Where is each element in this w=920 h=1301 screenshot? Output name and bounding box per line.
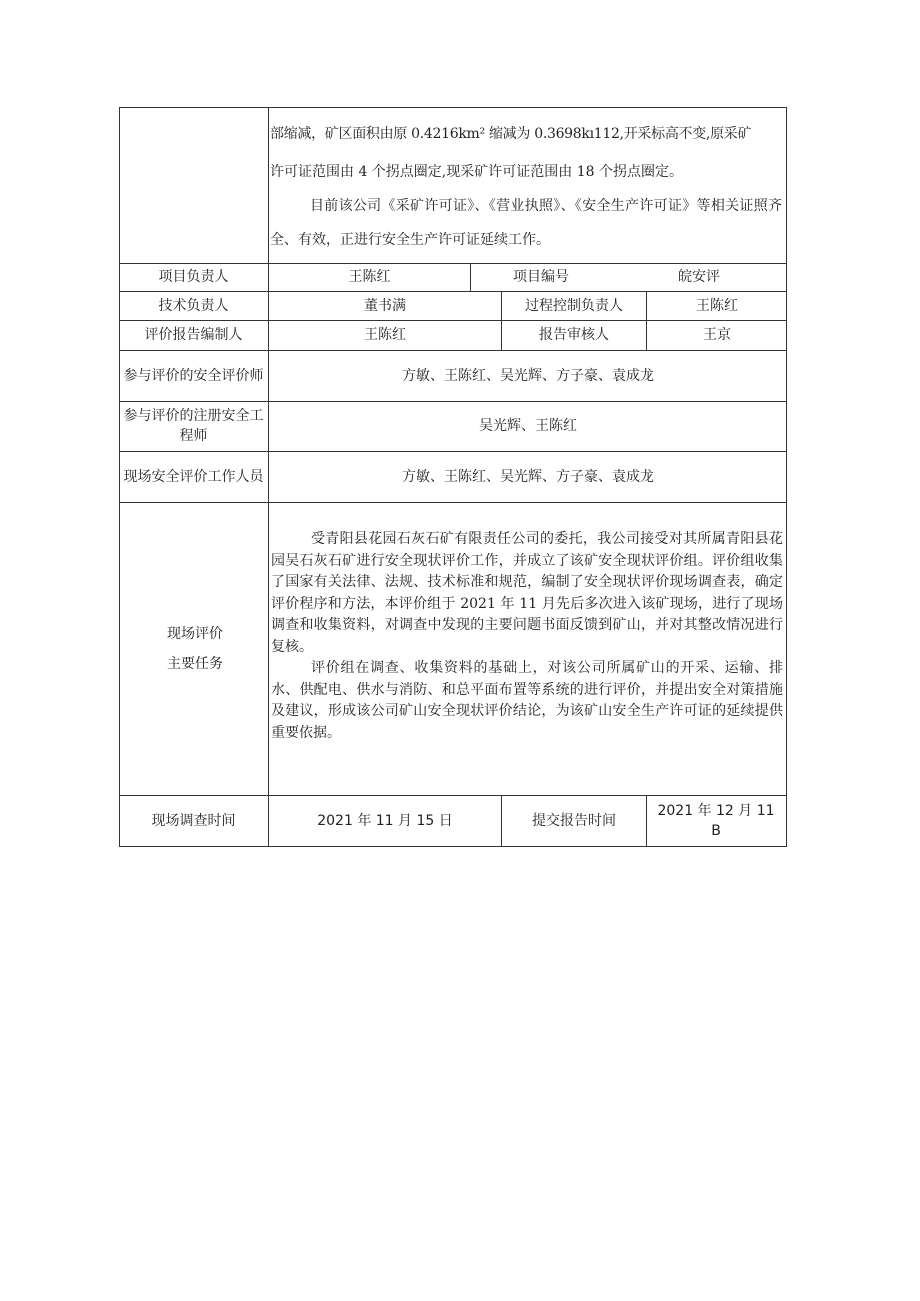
survey-time-label: 现场调查时间: [151, 813, 236, 829]
registered-engineers-value: 吴光辉、王陈红: [479, 418, 577, 434]
main-tasks-label: 现场评价主要任务: [167, 625, 223, 672]
site-staff-value: 方敏、王陈红、吴光辉、方子豪、袁成龙: [402, 468, 654, 485]
project-no-value: 皖安评: [678, 269, 720, 285]
report-author-value: 王陈红: [364, 327, 406, 343]
safety-evaluators-label: 参与评价的安全评价师: [123, 367, 264, 384]
intro-text: [270, 115, 782, 257]
safety-evaluators-value: 方敏、王陈红、吴光辉、方子豪、袁成龙: [402, 367, 654, 384]
project-leader-value: 王陈红: [348, 269, 391, 285]
survey-time-value: 2021 年 11 月 15 日: [317, 813, 453, 829]
submit-time-value: 2021 年 12 月 11 B: [657, 803, 775, 839]
main-tasks-paragraph-2: 评价组在调查、收集资料的基础上，对该公司所属矿山的开采、运输、排水、供配电、供水与消防、和总平面布置等系统的进行评价，并提出安全对策措施及建议，形成该公司矿山安全现状评价结论，为该矿山安全生产许可证的延续提供重要依据。: [271, 660, 783, 741]
process-control-label: 过程控制负责人: [525, 297, 623, 314]
project-no-label: 项目编号: [513, 269, 569, 285]
main-tasks-text: [271, 529, 783, 744]
submit-time-label: 提交报告时间: [532, 813, 616, 829]
intro-paragraph: 目前该公司《采矿许可证》、《营业执照》、《安全生产许可证》等相关证照齐全、有效，正进行安全生产许可证延续工作。: [270, 198, 782, 248]
process-control-value: 王陈红: [696, 297, 738, 314]
tech-leader-label: 技术负责人: [158, 297, 229, 314]
intro-line-2: 许可证范围由 4 个拐点圈定,现采矿许可证范围由 18 个拐点圈定。: [270, 164, 683, 180]
intro-line-1: 部缩减，矿区面积由原 0.4216km² 缩减为 0.3698kı112,开采标高不变,原采矿: [270, 126, 752, 142]
project-leader-label: 项目负责人: [158, 269, 229, 285]
site-staff-label: 现场安全评价工作人员: [123, 468, 264, 485]
main-tasks-paragraph-1: 受青阳县花园石灰石矿有限责任公司的委托，我公司接受对其所属青阳县花园吴石灰石矿进行安全现状评价工作，并成立了该矿安全现状评价组。评价组收集了国家有关法律、法规、技术标准和规范，编制了安全现状评价现场调查表，确定评价程序和方法，本评价组于 2021 年 11 月先后多次进入该矿现场，进行了现场调查和收集资料，对调查中发现的主要问题书面反馈到矿山，并对其整改情况进行复核。: [271, 531, 783, 655]
report-reviewer-value: 王京: [703, 327, 731, 343]
registered-engineers-label: 参与评价的注册安全工程师: [123, 408, 264, 444]
report-author-label: 评价报告编制人: [144, 327, 243, 343]
report-reviewer-label: 报告审核人: [539, 327, 609, 343]
tech-leader-value: 董书满: [364, 297, 406, 314]
